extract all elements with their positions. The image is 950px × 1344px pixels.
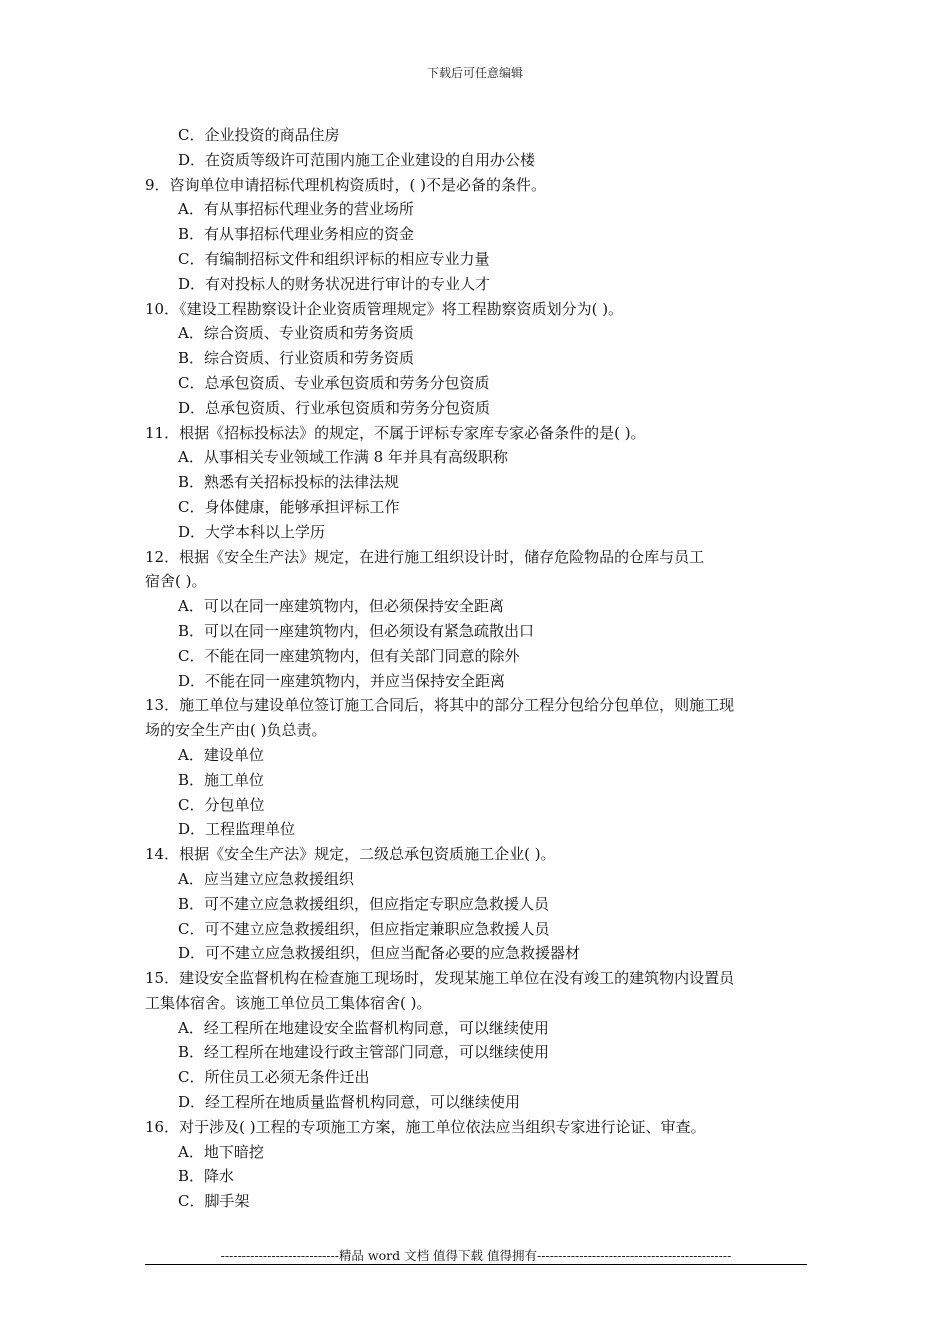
answer-option: B．降水 (178, 1167, 235, 1186)
answer-option: C．企业投资的商品住房 (178, 126, 340, 144)
question-text: 16．对于涉及( )工程的专项施工方案，施工单位依法应当组织专家进行论证、审查。 (145, 1117, 706, 1136)
answer-option: D．经工程所在地质量监督机构同意，可以继续使用 (178, 1093, 521, 1112)
footer-rule (145, 1264, 807, 1265)
answer-option: B．综合资质、行业资质和劳务资质 (178, 349, 415, 368)
answer-option: A．可以在同一座建筑物内，但必须保持安全距离 (178, 597, 504, 616)
answer-option: D．不能在同一座建筑物内，并应当保持安全距离 (178, 671, 506, 690)
answer-option: C．身体健康，能够承担评标工作 (178, 497, 400, 516)
answer-option: D．有对投标人的财务状况进行审计的专业人才 (178, 274, 491, 293)
question-text: 13．施工单位与建设单位签订施工合同后，将其中的部分工程分包给分包单位，则施工现 (145, 696, 735, 715)
answer-option: C．不能在同一座建筑物内，但有关部门同意的除外 (178, 646, 520, 665)
question-text: 11．根据《招标投标法》的规定，不属于评标专家库专家必备条件的是( )。 (145, 423, 646, 442)
answer-option: C．分包单位 (178, 795, 265, 814)
document-body (145, 123, 810, 1214)
answer-option: C．可不建立应急救援组织，但应指定兼职应急救援人员 (178, 919, 550, 938)
question-text: 12．根据《安全生产法》规定，在进行施工组织设计时，储存危险物品的仓库与员工 (145, 547, 705, 566)
answer-option: B．经工程所在地建设行政主管部门同意，可以继续使用 (178, 1043, 550, 1062)
question-text: 14．根据《安全生产法》规定，二级总承包资质施工企业( )。 (145, 845, 556, 864)
answer-option: D．工程监理单位 (178, 820, 296, 839)
page-header: 下载后可任意编辑 (426, 66, 523, 80)
answer-option: D．在资质等级许可范围内施工企业建设的自用办公楼 (178, 150, 536, 169)
question-text: 工集体宿舍。该施工单位员工集体宿舍( )。 (145, 993, 432, 1012)
question-text: 15．建设安全监督机构在检查施工现场时，发现某施工单位在没有竣工的建筑物内设置员 (145, 969, 735, 988)
question-text: 9．咨询单位申请招标代理机构资质时，( )不是必备的条件。 (145, 175, 547, 194)
answer-option: B．可不建立应急救援组织，但应指定专职应急救援人员 (178, 894, 550, 913)
answer-option: D．可不建立应急救援组织，但应当配备必要的应急救援器材 (178, 944, 581, 963)
answer-option: A．建设单位 (178, 745, 264, 764)
answer-option: A．有从事招标代理业务的营业场所 (178, 200, 414, 219)
question-text: 宿舍( )。 (145, 572, 207, 591)
answer-option: C．所住员工必须无条件迁出 (178, 1068, 370, 1087)
answer-option: B．可以在同一座建筑物内，但必须设有紧急疏散出口 (178, 621, 535, 640)
answer-option: A．从事相关专业领域工作满 8 年并具有高级职称 (178, 448, 508, 467)
question-text: 场的安全生产由( )负总责。 (145, 721, 327, 740)
answer-option: D．总承包资质、行业承包资质和劳务分包资质 (178, 398, 491, 417)
answer-option: A．经工程所在地建设安全监督机构同意，可以继续使用 (178, 1018, 549, 1037)
answer-option: A．地下暗挖 (178, 1142, 264, 1161)
answer-option: B．熟悉有关招标投标的法律法规 (178, 473, 400, 492)
answer-option: D．大学本科以上学历 (178, 522, 326, 541)
answer-option: A．应当建立应急救援组织 (178, 869, 354, 888)
answer-option: B．施工单位 (178, 770, 265, 789)
page-footer: ----------------------------精品 word 文档 值得下载 值得拥有---------------------------------------------- (220, 1248, 732, 1263)
answer-option: C．有编制招标文件和组织评标的相应专业力量 (178, 249, 490, 268)
answer-option: C．总承包资质、专业承包资质和劳务分包资质 (178, 373, 490, 392)
answer-option: A．综合资质、专业资质和劳务资质 (178, 324, 414, 343)
answer-option: B．有从事招标代理业务相应的资金 (178, 225, 415, 244)
question-text: 10．《建设工程勘察设计企业资质管理规定》将工程勘察资质划分为( )。 (145, 299, 624, 318)
answer-option: C．脚手架 (178, 1192, 250, 1211)
